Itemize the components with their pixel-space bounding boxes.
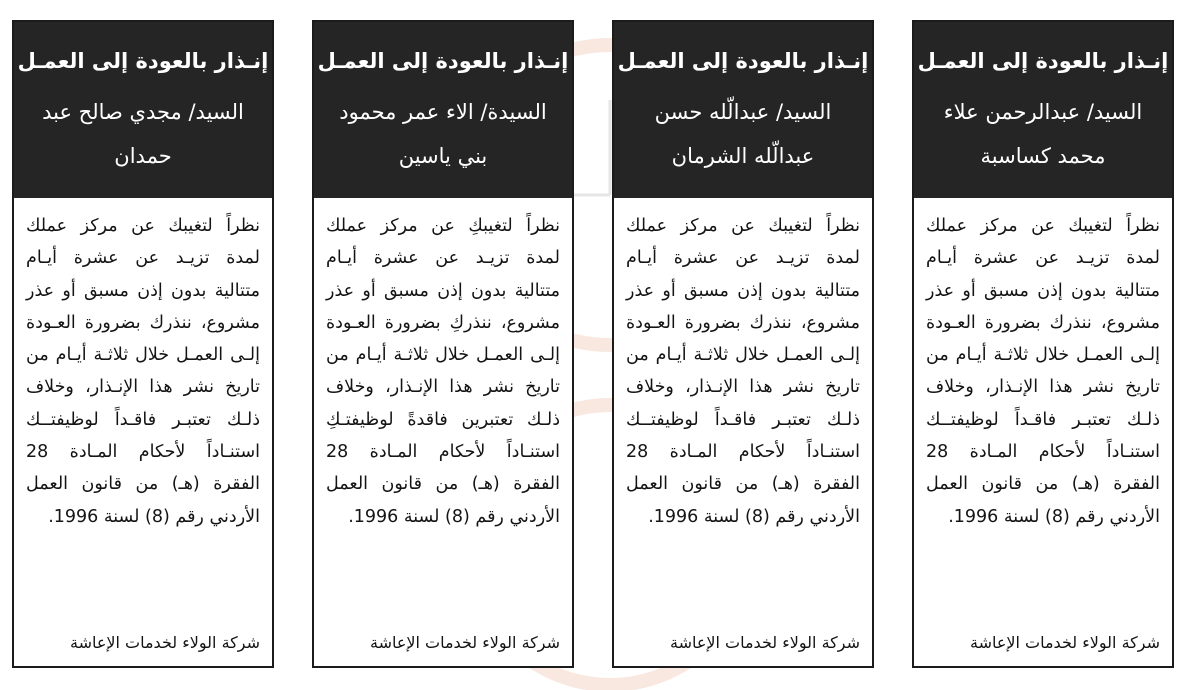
recipient-name: السيد/ عبدالرحمن علاء محمد كساسبة: [943, 100, 1143, 168]
notice-card: [312, 20, 574, 668]
recipient-name: السيد/ عبدالّله حسن عبدالّله الشرمان: [654, 100, 832, 168]
notice-header: [314, 22, 572, 198]
notice-body: نظراً لتغيبكِ عن مركز عملك لمدة تزيـد عن عشرة أيـام متتالية بدون إذن مسبق أو عذر مشروع، ننذركِ بضرورة العـودة إلـى العمـل خلال ثلاثـة أيـام من تاريخ نشر هذا الإنـذار، وخلاف ذلـك تعتبرين فاقدةً لوظيفتـكِ استنـاداً لأحكام المـادة 28 الفقرة (هـ) من قانون العمل الأردني رقم (8) لسنة 1996.: [326, 216, 560, 527]
company-signature: شركة الولاء لخدمات الإعاشة: [969, 633, 1160, 652]
notice-header: [914, 22, 1172, 198]
notice-card: [912, 20, 1174, 668]
notice-body: نظراً لتغيبك عن مركز عملك لمدة تزيـد عن عشرة أيـام متتالية بدون إذن مسبق أو عذر مشروع، ننذرك بضرورة العـودة إلـى العمـل خلال ثلاثـة أيـام من تاريخ نشر هذا الإنـذار، وخلاف ذلـك تعتبـر فاقـداً لوظيفتــك استنـاداً لأحكام المـادة 28 الفقرة (هـ) من قانون العمل الأردني رقم (8) لسنة 1996.: [926, 216, 1160, 527]
company-signature: شركة الولاء لخدمات الإعاشة: [69, 633, 260, 652]
recipient-name: السيدة/ الاء عمر محمود بني ياسين: [339, 100, 547, 168]
notice-body: نظراً لتغيبك عن مركز عملك لمدة تزيـد عن عشرة أيـام متتالية بدون إذن مسبق أو عذر مشروع، ننذرك بضرورة العـودة إلـى العمـل خلال ثلاثـة أيـام من تاريخ نشر هذا الإنـذار، وخلاف ذلـك تعتبـر فاقـداً لوظيفتــك استنـاداً لأحكام المـادة 28 الفقرة (هـ) من قانون العمل الأردني رقم (8) لسنة 1996.: [626, 216, 860, 527]
notice-title: إنـذار بالعودة إلى العمـل: [917, 49, 1169, 73]
notice-card: [612, 20, 874, 668]
recipient-name: السيد/ مجدي صالح عبد حمدان: [42, 100, 244, 168]
company-signature: شركة الولاء لخدمات الإعاشة: [369, 633, 560, 652]
notice-header: [614, 22, 872, 198]
notice-body: نظراً لتغيبك عن مركز عملك لمدة تزيـد عن عشرة أيـام متتالية بدون إذن مسبق أو عذر مشروع، ننذرك بضرورة العـودة إلـى العمـل خلال ثلاثـة أيـام من تاريخ نشر هذا الإنـذار، وخلاف ذلـك تعتبـر فاقـداً لوظيفتــك استنـاداً لأحكام المـادة 28 الفقرة (هـ) من قانون العمل الأردني رقم (8) لسنة 1996.: [26, 216, 260, 527]
notice-title: إنـذار بالعودة إلى العمـل: [617, 49, 869, 73]
notice-title: إنـذار بالعودة إلى العمـل: [17, 49, 269, 73]
company-signature: شركة الولاء لخدمات الإعاشة: [669, 633, 860, 652]
notice-card: [12, 20, 274, 668]
notice-title: إنـذار بالعودة إلى العمـل: [317, 49, 569, 73]
notice-header: [14, 22, 272, 198]
